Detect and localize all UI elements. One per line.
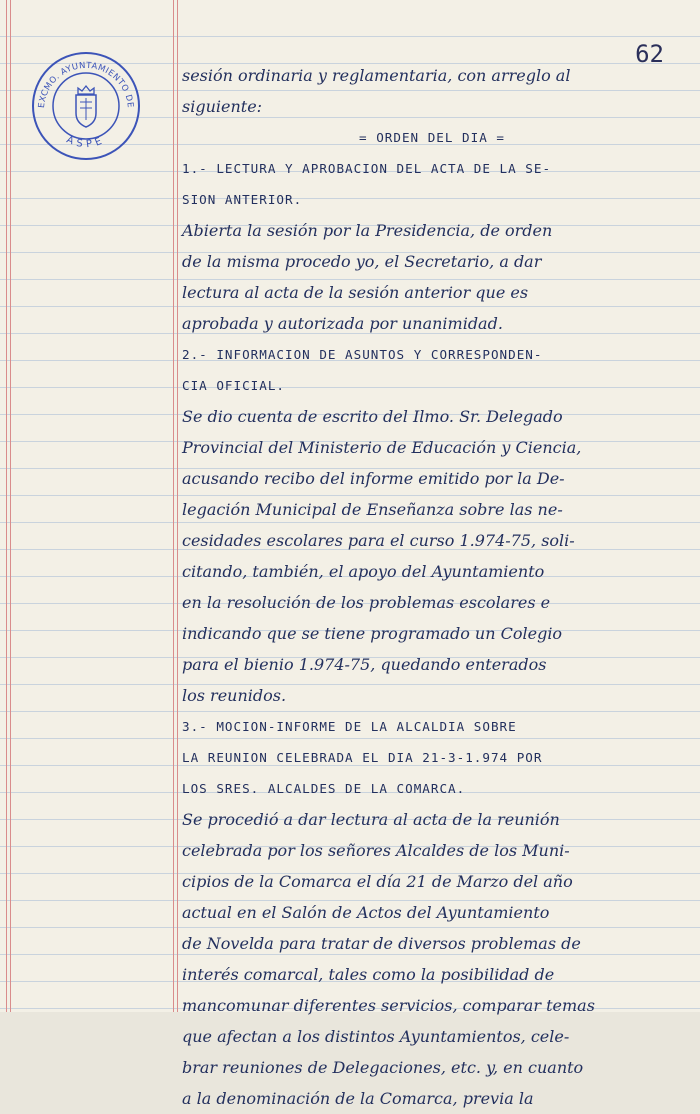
handwritten-line: brar reuniones de Delegaciones, etc. y, en cuanto	[182, 1058, 584, 1077]
handwritten-line: a la denominación de la Comarca, previa la	[182, 1089, 534, 1108]
handwritten-line: actual en el Salón de Actos del Ayuntamiento	[182, 903, 550, 922]
handwritten-line: aprobada y autorizada por unanimidad.	[182, 314, 503, 333]
handwritten-line: lectura al acta de la sesión anterior que es	[182, 283, 529, 302]
agenda-heading-line: SION ANTERIOR.	[182, 192, 303, 207]
margin-line	[6, 0, 7, 1012]
handwritten-line: celebrada por los señores Alcaldes de los Muni-	[182, 841, 570, 860]
agenda-heading-line: LA REUNION CELEBRADA EL DIA 21-3-1.974 POR	[182, 750, 543, 765]
handwritten-line: acusando recibo del informe emitido por la De-	[182, 469, 565, 488]
handwritten-line: siguiente:	[182, 97, 263, 116]
handwritten-line: de Novelda para tratar de diversos problemas de	[182, 934, 581, 953]
margin-line	[173, 0, 174, 1012]
margin-line	[177, 0, 178, 1012]
margin-line	[10, 0, 11, 1012]
minutes-text	[182, 60, 682, 1114]
handwritten-line: citando, también, el apoyo del Ayuntamiento	[182, 562, 545, 581]
handwritten-line: que afectan a los distintos Ayuntamientos, cele-	[182, 1027, 570, 1046]
handwritten-line: legación Municipal de Enseñanza sobre las ne-	[182, 500, 563, 519]
svg-text:ASPE: ASPE	[64, 134, 108, 151]
handwritten-line: mancomunar diferentes servicios, comparar temas	[182, 996, 595, 1015]
handwritten-line: Se dio cuenta de escrito del Ilmo. Sr. Delegado	[182, 407, 563, 426]
agenda-heading-line: 2.- INFORMACION DE ASUNTOS Y CORRESPONDEN-	[182, 347, 543, 362]
agenda-heading-line: = ORDEN DEL DIA =	[359, 130, 505, 145]
handwritten-line: en la resolución de los problemas escolares e	[182, 593, 551, 612]
handwritten-line: Se procedió a dar lectura al acta de la reunión	[182, 810, 560, 829]
agenda-heading-line: CIA OFICIAL.	[182, 378, 285, 393]
handwritten-line: indicando que se tiene programado un Colegio	[182, 624, 563, 643]
handwritten-line: de la misma procedo yo, el Secretario, a dar	[182, 252, 542, 271]
town-hall-seal-icon	[30, 50, 142, 162]
handwritten-line: Provincial del Ministerio de Educación y Ciencia,	[182, 438, 582, 457]
agenda-heading-line: LOS SRES. ALCALDES DE LA COMARCA.	[182, 781, 466, 796]
page-number: 62	[635, 40, 664, 68]
handwritten-line: cesidades escolares para el curso 1.974-75, soli-	[182, 531, 575, 550]
handwritten-line: sesión ordinaria y reglamentaria, con arreglo al	[182, 66, 571, 85]
handwritten-line: Abierta la sesión por la Presidencia, de orden	[182, 221, 553, 240]
handwritten-line: cipios de la Comarca el día 21 de Marzo del año	[182, 872, 573, 891]
handwritten-line: los reunidos.	[182, 686, 287, 705]
agenda-heading-line: 3.- MOCION-INFORME DE LA ALCALDIA SOBRE	[182, 719, 517, 734]
agenda-heading-line: 1.- LECTURA Y APROBACION DEL ACTA DE LA SE-	[182, 161, 552, 176]
handwritten-line: interés comarcal, tales como la posibilidad de	[182, 965, 555, 984]
handwritten-line: para el bienio 1.974-75, quedando enterados	[182, 655, 547, 674]
svg-text:EXCMO. AYUNTAMIENTO DE: EXCMO. AYUNTAMIENTO DE	[36, 60, 136, 109]
